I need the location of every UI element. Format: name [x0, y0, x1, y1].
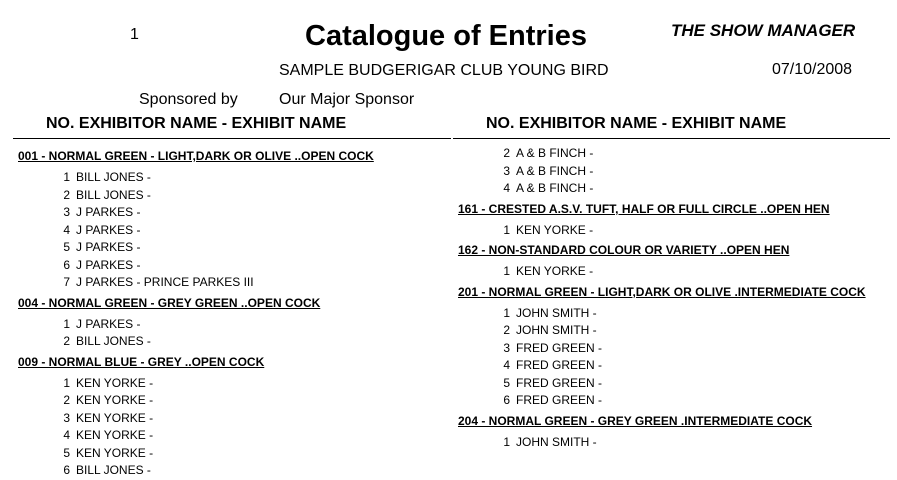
left-column	[13, 114, 451, 480]
exhibitor-name: JOHN SMITH -	[516, 305, 597, 320]
exhibitor-name: FRED GREEN -	[516, 358, 603, 372]
exhibitor-name: J PARKES -	[76, 205, 141, 219]
entry-row	[13, 169, 451, 187]
sponsor-label: Sponsored by	[139, 91, 238, 108]
exhibitor-name: FRED GREEN -	[516, 340, 603, 355]
exhibitor-name: J PARKES - PRINCE PARKES III	[76, 275, 254, 289]
class-heading: 161 - CRESTED A.S.V. TUFT, HALF OR FULL CIRCLE ..OPEN HEN	[458, 201, 830, 216]
entry-number: 3	[63, 410, 70, 425]
class-heading: 009 - NORMAL BLUE - GREY ..OPEN COCK	[18, 354, 265, 369]
right-column-body	[453, 145, 890, 451]
brand-name: THE SHOW MANAGER	[671, 21, 856, 40]
exhibitor-name: BILL JONES -	[76, 187, 151, 202]
page-number: 1	[130, 26, 139, 43]
entry-row	[13, 239, 451, 257]
exhibitor-name: J PARKES -	[76, 316, 141, 331]
exhibitor-name: A & B FINCH -	[516, 163, 594, 178]
entry-row	[453, 357, 890, 375]
entry-row	[13, 204, 451, 222]
entry-number: 1	[63, 316, 70, 331]
entry-number: 4	[503, 181, 510, 195]
entry-row	[13, 375, 451, 393]
exhibitor-name: KEN YORKE -	[76, 410, 154, 425]
exhibitor-name: KEN YORKE -	[76, 375, 154, 390]
exhibitor-name: KEN YORKE -	[76, 428, 154, 442]
entry-number: 2	[63, 187, 70, 202]
entry-row	[13, 427, 451, 445]
sponsor-name: Our Major Sponsor	[279, 91, 415, 108]
entry-number: 4	[63, 428, 70, 442]
entry-row	[13, 274, 451, 292]
entry-number: 4	[503, 358, 510, 372]
exhibitor-name: BILL JONES -	[76, 170, 151, 184]
entry-number: 6	[63, 463, 70, 477]
exhibitor-name: BILL JONES -	[76, 334, 151, 348]
exhibitor-name: BILL JONES -	[76, 463, 151, 477]
entry-row	[13, 333, 451, 351]
entry-row	[453, 340, 890, 358]
entry-number: 3	[503, 340, 510, 355]
exhibitor-name: J PARKES -	[76, 240, 141, 254]
exhibitor-name: KEN YORKE -	[76, 445, 154, 460]
entry-number: 3	[503, 163, 510, 178]
entry-number: 5	[63, 445, 70, 460]
entry-number: 1	[503, 264, 510, 278]
entry-row	[453, 375, 890, 393]
entry-number: 6	[503, 393, 510, 407]
entry-row	[13, 187, 451, 205]
right-column	[453, 114, 890, 451]
entry-row	[13, 445, 451, 463]
exhibitor-name: JOHN SMITH -	[516, 323, 597, 337]
exhibitor-name: JOHN SMITH -	[516, 434, 597, 449]
entry-row	[13, 410, 451, 428]
entry-row	[453, 322, 890, 340]
class-heading: 004 - NORMAL GREEN - GREY GREEN ..OPEN COCK	[18, 295, 321, 310]
class-heading: 201 - NORMAL GREEN - LIGHT,DARK OR OLIVE .INTERMEDIATE COCK	[458, 284, 866, 299]
entry-row	[453, 434, 890, 452]
exhibitor-name: KEN YORKE -	[516, 222, 594, 237]
entry-row	[453, 222, 890, 240]
entry-number: 6	[63, 257, 70, 272]
exhibitor-name: KEN YORKE -	[516, 264, 594, 278]
entry-number: 1	[503, 222, 510, 237]
entry-row	[13, 316, 451, 334]
exhibitor-name: KEN YORKE -	[76, 393, 154, 407]
show-name: SAMPLE BUDGERIGAR CLUB YOUNG BIRD	[279, 62, 609, 79]
entry-number: 5	[63, 240, 70, 254]
entry-row	[453, 180, 890, 198]
entry-number: 2	[503, 146, 510, 160]
entry-number: 5	[503, 375, 510, 390]
class-heading: 001 - NORMAL GREEN - LIGHT,DARK OR OLIVE ..OPEN COCK	[18, 149, 374, 163]
entry-row	[453, 305, 890, 323]
entry-row	[453, 392, 890, 410]
entry-number: 2	[63, 334, 70, 348]
class-heading: 204 - NORMAL GREEN - GREY GREEN .INTERMEDIATE COCK	[458, 413, 813, 428]
exhibitor-name: J PARKES -	[76, 257, 141, 272]
entry-number: 7	[63, 275, 70, 289]
entry-row	[13, 462, 451, 480]
page-title: Catalogue of Entries	[305, 20, 587, 52]
entry-row	[13, 257, 451, 275]
column-header: NO. EXHIBITOR NAME - EXHIBIT NAME	[13, 114, 451, 139]
entry-number: 1	[503, 434, 510, 449]
exhibitor-name: FRED GREEN -	[516, 393, 603, 407]
entry-row	[453, 163, 890, 181]
entry-row	[13, 392, 451, 410]
entry-number: 1	[503, 305, 510, 320]
exhibitor-name: J PARKES -	[76, 222, 141, 237]
entry-number: 3	[63, 205, 70, 219]
entry-row	[13, 222, 451, 240]
entry-number: 2	[63, 393, 70, 407]
exhibitor-name: A & B FINCH -	[516, 146, 594, 160]
entry-row	[453, 263, 890, 281]
entry-number: 2	[503, 323, 510, 337]
column-header: NO. EXHIBITOR NAME - EXHIBIT NAME	[453, 114, 890, 139]
entry-number: 1	[63, 170, 70, 184]
entry-number: 1	[63, 375, 70, 390]
exhibitor-name: A & B FINCH -	[516, 181, 594, 195]
entry-number: 4	[63, 222, 70, 237]
left-column-body	[13, 148, 451, 480]
entry-row	[453, 145, 890, 163]
exhibitor-name: FRED GREEN -	[516, 375, 603, 390]
class-heading: 162 - NON-STANDARD COLOUR OR VARIETY ..OPEN HEN	[458, 243, 790, 257]
document-date: 07/10/2008	[772, 61, 853, 78]
